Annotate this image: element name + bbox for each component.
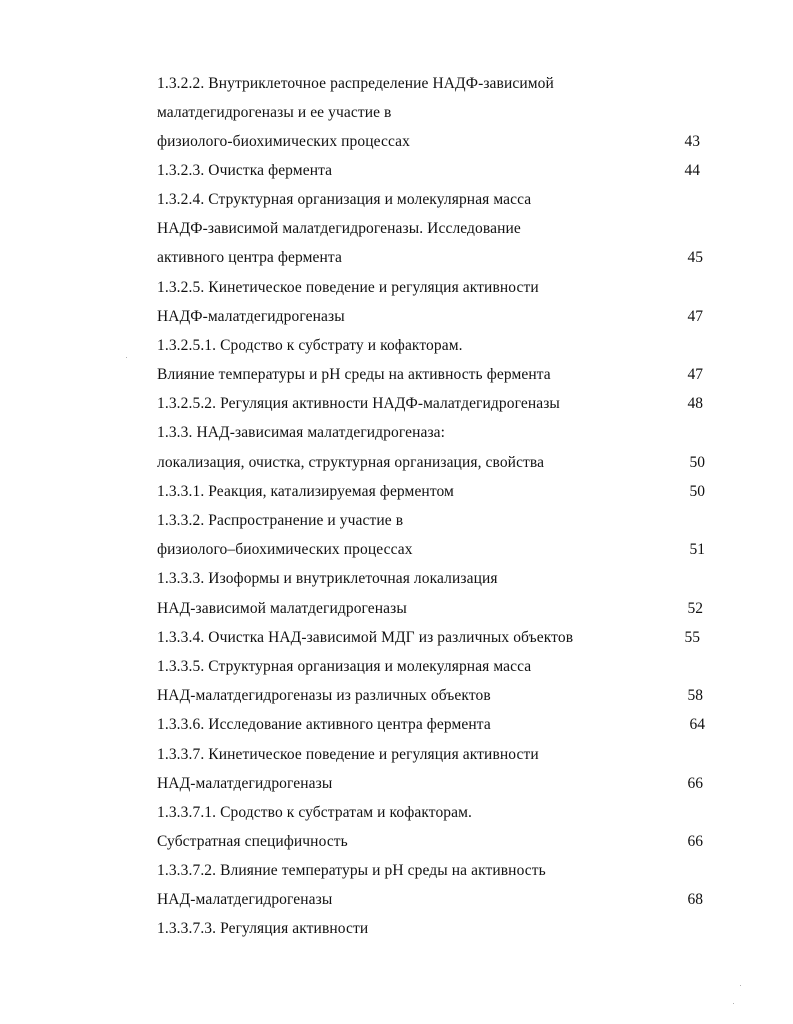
toc-line: 1.3.2.4. Структурная организация и молекулярная масса <box>157 191 532 208</box>
toc-line: 1.3.3.7.1. Сродство к субстратам и кофакторам. <box>157 804 473 821</box>
toc-line: НАД-зависимой малатдегидрогеназы <box>157 600 407 617</box>
toc-page-number: 43 <box>684 133 700 150</box>
toc-line: физиолого-биохимических процессах <box>157 133 410 150</box>
toc-line: НАД-малатдегидрогеназы <box>157 891 333 908</box>
toc-page-number: 50 <box>689 483 705 500</box>
toc-line: НАД-малатдегидрогеназы <box>157 775 333 792</box>
toc-line: активного центра фермента <box>157 249 342 266</box>
toc-line: 1.3.2.2. Внутриклеточное распределение НАДФ-зависимой <box>157 75 554 92</box>
scan-speck <box>733 1003 734 1004</box>
toc-page-number: 66 <box>687 775 703 792</box>
toc-page-number: 45 <box>687 249 703 266</box>
toc-page-number: 55 <box>684 629 700 646</box>
toc-line: локализация, очистка, структурная организация, свойства <box>157 454 545 471</box>
toc-line: 1.3.3.1. Реакция, катализируемая ферментом <box>157 483 454 500</box>
toc-line: 1.3.3. НАД-зависимая малатдегидрогеназа: <box>157 424 446 441</box>
toc-line: НАДФ-малатдегидрогеназы <box>157 308 345 325</box>
toc-line: Субстратная специфичность <box>157 833 348 850</box>
toc-line: 1.3.3.7.3. Регуляция активности <box>157 920 369 937</box>
toc-line: 1.3.2.3. Очистка фермента <box>157 162 333 179</box>
toc-page-number: 47 <box>687 308 703 325</box>
toc-page-number: 58 <box>687 687 703 704</box>
toc-line: 1.3.3.6. Исследование активного центра фермента <box>157 716 491 733</box>
toc-page-number: 48 <box>687 395 703 412</box>
toc-line: Влияние температуры и рН среды на активность фермента <box>157 366 551 383</box>
toc-page-number: 44 <box>684 162 700 179</box>
toc-line: малатдегидрогеназы и ее участие в <box>157 104 392 121</box>
toc-line: физиолого–биохимических процессах <box>157 541 413 558</box>
toc-line: 1.3.2.5.2. Регуляция активности НАДФ-малатдегидрогеназы <box>157 395 560 412</box>
toc-page-number: 47 <box>687 366 703 383</box>
toc-line: НАД-малатдегидрогеназы из различных объектов <box>157 687 491 704</box>
toc-line: 1.3.3.7.2. Влияние температуры и рН среды на активность <box>157 862 546 879</box>
toc-line: 1.3.2.5.1. Сродство к субстрату и кофакторам. <box>157 337 463 354</box>
scan-speck <box>740 985 741 986</box>
toc-page-number: 50 <box>689 454 705 471</box>
scan-speck <box>126 357 127 358</box>
toc-line: 1.3.2.5. Кинетическое поведение и регуляция активности <box>157 279 539 296</box>
toc-line: 1.3.3.3. Изоформы и внутриклеточная локализация <box>157 570 498 587</box>
toc-line: 1.3.3.4. Очистка НАД-зависимой МДГ из различных объектов <box>157 629 574 646</box>
toc-line: НАДФ-зависимой малатдегидрогеназы. Исследование <box>157 220 521 237</box>
toc-page-number: 66 <box>687 833 703 850</box>
toc-line: 1.3.3.7. Кинетическое поведение и регуляция активности <box>157 746 539 763</box>
toc-page-number: 68 <box>687 891 703 908</box>
toc-line: 1.3.3.5. Структурная организация и молекулярная масса <box>157 658 532 675</box>
toc-line: 1.3.3.2. Распространение и участие в <box>157 512 404 529</box>
toc-page-number: 52 <box>687 600 703 617</box>
toc-page-number: 64 <box>689 716 705 733</box>
toc-page-number: 51 <box>689 541 705 558</box>
